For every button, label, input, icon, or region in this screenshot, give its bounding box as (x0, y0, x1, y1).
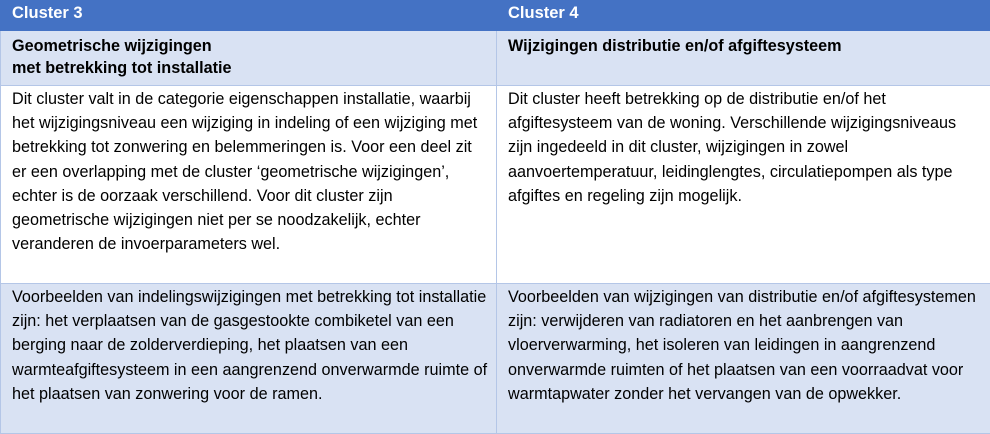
description-row (1, 86, 990, 284)
cluster-4-header: Cluster 4 (497, 1, 990, 31)
cluster-3-subheading: Geometrische wijzigingen met betrekking tot installatie (1, 31, 497, 86)
examples-row (1, 284, 990, 434)
cluster-3-description: Dit cluster valt in de categorie eigenschappen installatie, waarbij het wijzigingsniveau een wijziging in indeling of een wijziging met betrekking tot zonwering en belemmeringen is. Voor een deel zit er een overlapping met de cluster ‘geometrische wijzigingen’, echter is de oorzaak verschillend. Voor dit cluster zijn geometrische wijzigingen niet per se noodzakelijk, echter veranderen de invoerparameters wel. (1, 86, 497, 284)
header-row (1, 1, 990, 31)
cluster-3-examples: Voorbeelden van indelingswijzigingen met betrekking tot installatie zijn: het verplaatsen van de gasgestookte combiketel van een berging naar de zolderverdieping, het plaatsen van een warmteafgiftesysteem in een aangrenzend onverwarmde ruimte of het plaatsen van zonwering voor de ramen. (1, 284, 497, 434)
cluster-4-description: Dit cluster heeft betrekking op de distributie en/of het afgiftesysteem van de woning. Verschillende wijzigingsniveaus zijn ingedeeld in dit cluster, wijzigingen in zowel aanvoertemperatuur, leidinglengtes, circulatiepompen als type afgiftes en regeling zijn mogelijk. (497, 86, 990, 284)
cluster-4-examples: Voorbeelden van wijzigingen van distributie en/of afgiftesystemen zijn: verwijderen van radiatoren en het aanbrengen van vloerverwarming, het isoleren van leidingen in aangrenzend onverwarmde ruimten of het plaatsen van een voorraadvat voor warmtapwater zonder het vervangen van de opwekker. (497, 284, 990, 434)
subheading-row (1, 31, 990, 86)
cluster-4-subheading: Wijzigingen distributie en/of afgiftesysteem (497, 31, 990, 86)
cluster-3-header: Cluster 3 (1, 1, 497, 31)
